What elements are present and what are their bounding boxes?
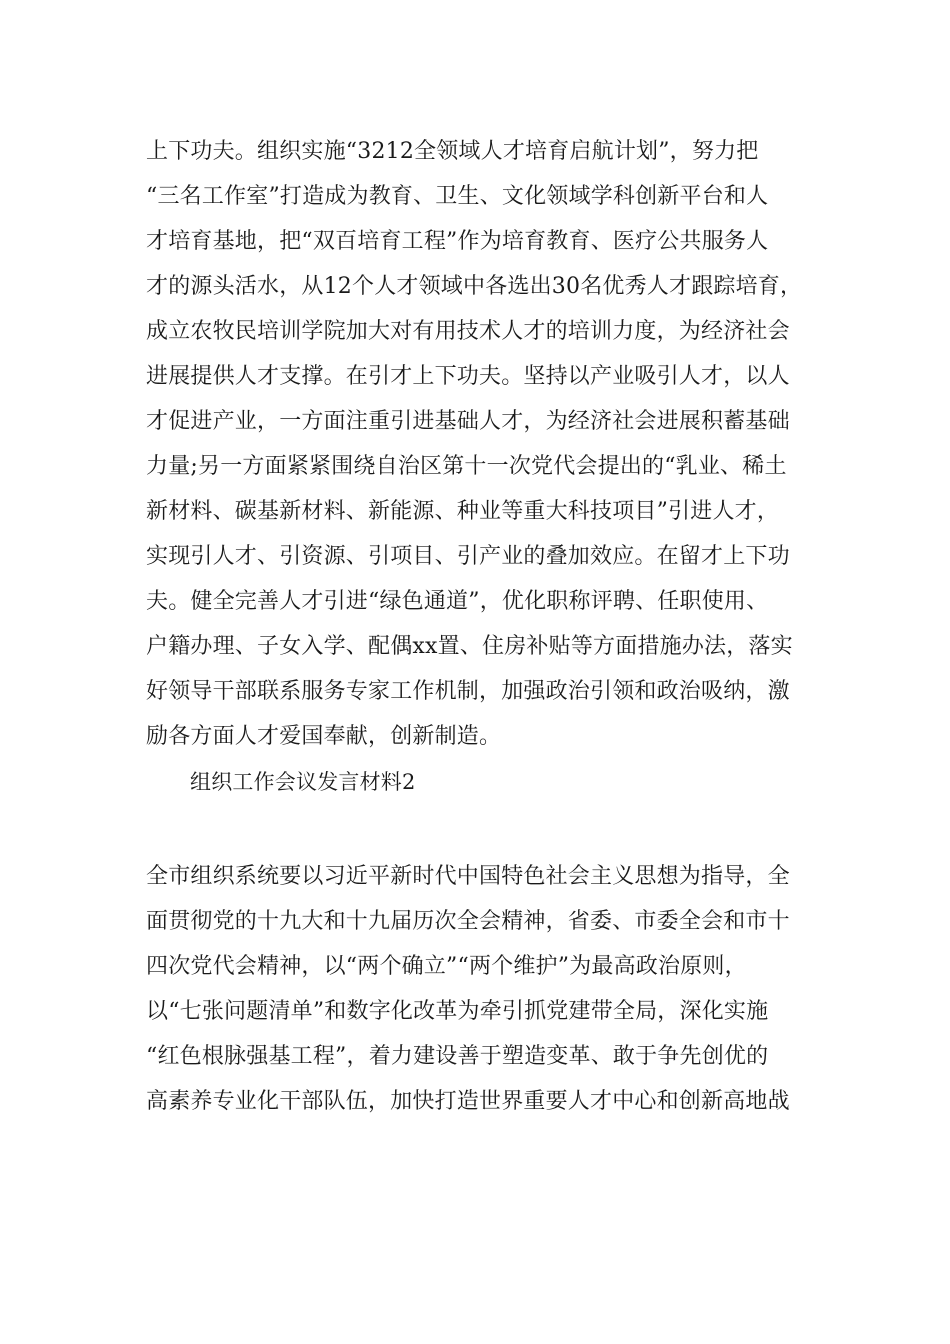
paragraph-1-line: 励各方面人才爱国奉献，创新制造。 xyxy=(146,724,502,749)
paragraph-1-line: 进展提供人才支撑。在引才上下功夫。坚持以产业吸引人才，以人 xyxy=(146,364,790,389)
paragraph-1-line: 夫。健全完善人才引进“绿色通道”，优化职称评聘、任职使用、 xyxy=(146,589,769,614)
paragraph-1-line: 才促进产业，一方面注重引进基础人才，为经济社会进展积蓄基础 xyxy=(146,409,790,434)
paragraph-1-line: 好领导干部联系服务专家工作机制，加强政治引领和政治吸纳，激 xyxy=(146,679,790,704)
paragraph-1-line: 才培育基地，把“双百培育工程”作为培育教育、医疗公共服务人 xyxy=(146,229,769,254)
paragraph-1-line: 新材料、碳基新材料、新能源、种业等重大科技项目”引进人才， xyxy=(146,499,780,524)
paragraph-2-line: 面贯彻党的十九大和十九届历次全会精神，省委、市委全会和市十 xyxy=(146,909,790,934)
paragraph-2-line: 全市组织系统要以习近平新时代中国特色社会主义思想为指导，全 xyxy=(146,864,790,889)
paragraph-1-line: 户籍办理、子女入学、配偶xx置、住房补贴等方面措施办法，落实 xyxy=(146,634,793,659)
paragraph-1-line: 力量;另一方面紧紧围绕自治区第十一次党代会提出的“乳业、稀土 xyxy=(146,454,787,479)
section-heading: 组织工作会议发言材料2 xyxy=(190,770,416,794)
paragraph-1-line: 成立农牧民培训学院加大对有用技术人才的培训力度，为经济社会 xyxy=(146,319,790,344)
paragraph-1-line: “三名工作室”打造成为教育、卫生、文化领域学科创新平台和人 xyxy=(146,184,769,209)
paragraph-1-line: 才的源头活水，从12个人才领域中各选出30名优秀人才跟踪培育， xyxy=(146,274,803,299)
paragraph-2-line: 高素养专业化干部队伍，加快打造世界重要人才中心和创新高地战 xyxy=(146,1089,790,1114)
paragraph-1-line: 实现引人才、引资源、引项目、引产业的叠加效应。在留才上下功 xyxy=(146,544,790,569)
paragraph-2-line: “红色根脉强基工程”，着力建设善于塑造变革、敢于争先创优的 xyxy=(146,1044,769,1069)
paragraph-2-line: 四次党代会精神，以“两个确立”“两个维护”为最高政治原则， xyxy=(146,954,747,979)
paragraph-2-line: 以“七张问题清单”和数字化改革为牵引抓党建带全局，深化实施 xyxy=(146,999,769,1024)
paragraph-1-line: 上下功夫。组织实施“3212全领域人才培育启航计划”，努力把 xyxy=(146,139,759,164)
